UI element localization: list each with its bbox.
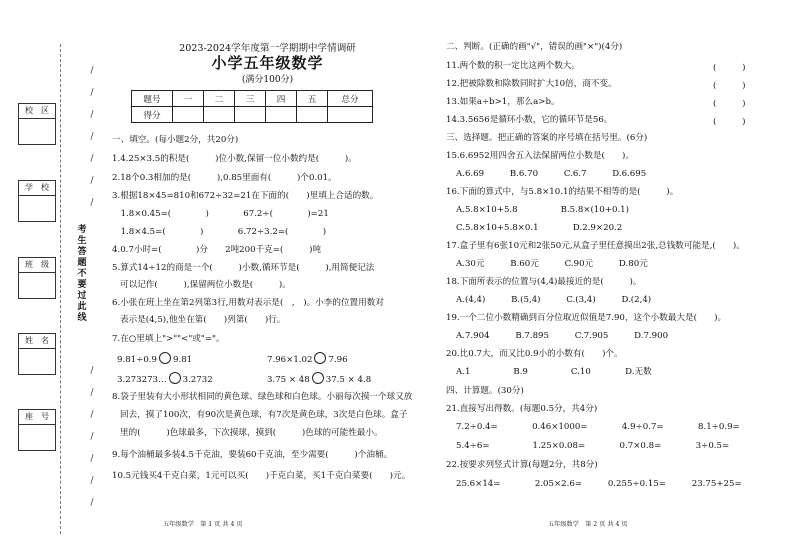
compare-row	[267, 372, 371, 385]
question-line: 15.6.6952用四舍五入法保留两位小数是( )。	[446, 151, 634, 161]
question-line: 可以记作( ),保留两位小数是( )。	[120, 280, 291, 290]
compare-row	[117, 372, 213, 385]
compare-circle[interactable]	[169, 372, 181, 384]
question-line: 回去，摸了100次，有90次是黄色球，有7次是黄色球，3次是白色球。盒子	[120, 410, 408, 420]
compare-row	[267, 352, 348, 365]
compare-right: 7.96	[328, 355, 348, 365]
full-score: (满分100分)	[241, 75, 294, 85]
question-line: 9.每个油桶最多装4.5千克油，要装60千克油，至少需要( )个油桶。	[112, 450, 393, 460]
score-cell: 五	[297, 91, 328, 107]
school-field[interactable]	[18, 180, 56, 222]
score-input-cell[interactable]	[235, 107, 266, 123]
option-line: A.(4,4) B.(5,4) C.(3,4) D.(2,4)	[456, 295, 652, 305]
page-footer-right: 五年级数学 第 2 页 共 4 页	[548, 521, 628, 528]
question-line: 1.8×0.45=( ) 67.2÷( )=21	[112, 209, 329, 219]
compare-circle[interactable]	[312, 372, 324, 384]
name-label: 姓 名	[19, 334, 55, 349]
score-cell: 题号	[132, 91, 173, 107]
exam-subtitle: 2023-2024学年度第一学期期中学情调研	[179, 43, 356, 54]
question-line: 1.4.25×3.5的积是( )位小数,保留一位小数约是( )。	[112, 154, 357, 164]
campus-field[interactable]	[18, 103, 56, 145]
judge-answer[interactable]: ( )	[713, 99, 746, 109]
question-line: 11.两个数的积一定比这两个数大。	[446, 61, 580, 71]
calc-line: 5.4÷6= 1.25×0.08= 0.7×0.8= 3÷0.5=	[456, 441, 730, 451]
score-cell: 二	[204, 91, 235, 107]
compare-left: 3.273273…	[117, 375, 167, 385]
score-row-label: 得分	[132, 107, 173, 123]
seat-label: 座 号	[19, 410, 55, 425]
compare-row	[117, 352, 192, 365]
page-footer-left: 五年级数学 第 1 页 共 4 页	[163, 521, 243, 528]
school-label: 学 校	[19, 181, 55, 196]
section-heading: 四、计算题。(30分)	[446, 386, 524, 396]
question-line: 14.3.5656是循环小数，它的循环节是56。	[446, 115, 613, 125]
judge-answer[interactable]: ( )	[713, 63, 746, 73]
question-line: 17.盒子里有6张10元和2张50元,从盒子里任意摸出2张,总钱数可能是,( )。	[446, 241, 745, 251]
question-line: 19.一个二位小数精确到百分位取近似值是7.90，这个小数最大是( )。	[446, 313, 727, 323]
question-line: 5.算式14÷12的商是一个( )小数,循环节是( ),用简便记法	[112, 263, 375, 273]
judge-answer[interactable]: ( )	[713, 81, 746, 91]
seal-text: 考生答题不要过此线	[77, 225, 87, 323]
compare-left: 7.96×1.02	[267, 355, 313, 365]
calc-line: 7.2÷0.4= 0.46×1000= 4.9÷0.7= 8.1÷0.9=	[456, 422, 740, 432]
compare-left: 9.81÷0.9	[117, 355, 158, 365]
score-table-header-row	[132, 91, 373, 107]
section-heading: 三、选择题。把正确的答案的序号填在括号里。(6分)	[446, 133, 648, 143]
question-line: 21.直接写出得数。(每题0.5分，共4分)	[446, 404, 598, 414]
question-line: 12.把被除数和除数同时扩大10倍，商不变。	[446, 79, 617, 89]
option-line: A.30元 B.60元 C.90元 D.80元	[456, 259, 648, 269]
score-input-cell[interactable]	[204, 107, 235, 123]
name-field[interactable]	[18, 333, 56, 375]
question-line: 20.比0.7大，而又比0.9小的小数有( )个。	[446, 349, 623, 359]
question-line: 16.下面的算式中，与5.8×10.1的结果不相等的是( )。	[446, 187, 679, 197]
option-line: A.5.8×10+5.8 B.5.8×(10+0.1)	[456, 205, 629, 215]
compare-right: 37.5 × 4.8	[325, 375, 372, 385]
exam-title: 小学五年级数学	[211, 54, 324, 72]
question-line: 8.袋子里装有大小形状相同的黄色球、绿色球和白色球。小丽每次摸一个球又放	[112, 392, 413, 402]
score-cell: 四	[266, 91, 297, 107]
section-heading: 一、填空。(每小题2分，共20分)	[112, 135, 239, 145]
question-line: 18.下面所表示的位置与(4,4)最接近的是( )。	[446, 277, 642, 287]
option-line: C.5.8×10+5.8×0.1 D.2.9×20.2	[456, 223, 623, 233]
question-line: 1.8×4.5=( ) 6.72÷3.2=( )	[112, 227, 327, 237]
question-line: 7.在○里填上">""<"或"="。	[112, 334, 225, 344]
compare-right: 9.81	[173, 355, 193, 365]
score-input-cell[interactable]	[173, 107, 204, 123]
question-line: 4.0.7小时=( )分 2吨200千克=( )吨	[112, 245, 322, 255]
compare-right: 3.2732	[182, 375, 213, 385]
option-line: A.7.904 B.7.895 C.7.905 D.7.900	[456, 331, 669, 341]
score-table	[131, 90, 373, 123]
score-input-cell[interactable]	[266, 107, 297, 123]
score-cell: 总分	[328, 91, 373, 107]
question-line: 22.按要求列竖式计算(每题2分，共8分)	[446, 460, 598, 470]
seal-slashes-bottom: / / / / / / /	[90, 366, 94, 508]
compare-circle[interactable]	[159, 352, 171, 364]
score-cell: 一	[173, 91, 204, 107]
seat-field[interactable]	[18, 409, 56, 451]
seal-slashes-top: / / / / / / /	[90, 66, 94, 208]
option-line: A.6.69 B.6.70 C.6.7 D.6.695	[456, 169, 647, 179]
campus-label: 校 区	[19, 104, 55, 119]
compare-left: 3.75 × 48	[267, 375, 310, 385]
score-cell: 三	[235, 91, 266, 107]
score-table-score-row	[132, 107, 373, 123]
question-line: 表示是(4,5),他坐在第( )列第( )行。	[120, 315, 286, 325]
question-line: 2.18个0.3相加的是( ),0.85里面有( )个0.01。	[112, 173, 337, 183]
question-line: 里的( )色球最多，下次摸球，摸到( )色球的可能性最小。	[120, 428, 383, 438]
score-input-cell[interactable]	[297, 107, 328, 123]
compare-circle[interactable]	[314, 352, 326, 364]
score-input-cell[interactable]	[328, 107, 373, 123]
class-label: 班 级	[19, 258, 55, 273]
judge-answer[interactable]: ( )	[713, 117, 746, 127]
option-line: A.1 B.9 C.10 D.无数	[456, 367, 652, 377]
question-line: 10.5元钱买4千克白菜，1元可以买( )千克白菜，买1千克白菜要( )元。	[112, 471, 411, 481]
question-line: 6.小张在班上坐在第2列第3行,用数对表示是( , )。小李的位置用数对	[112, 298, 384, 308]
question-line: 13.如果a÷b>1，那么a>b。	[446, 97, 560, 107]
section-heading: 二、判断。(正确的画"√"，错误的画"×")(4分)	[446, 42, 623, 52]
calc-line: 25.6×14= 2.05×2.6= 0.255÷0.15= 23.75+25=	[456, 479, 742, 489]
question-line: 3.根据18×45=810和672÷32=21在下面的( )里填上合适的数。	[112, 191, 379, 201]
class-field[interactable]	[18, 257, 56, 299]
